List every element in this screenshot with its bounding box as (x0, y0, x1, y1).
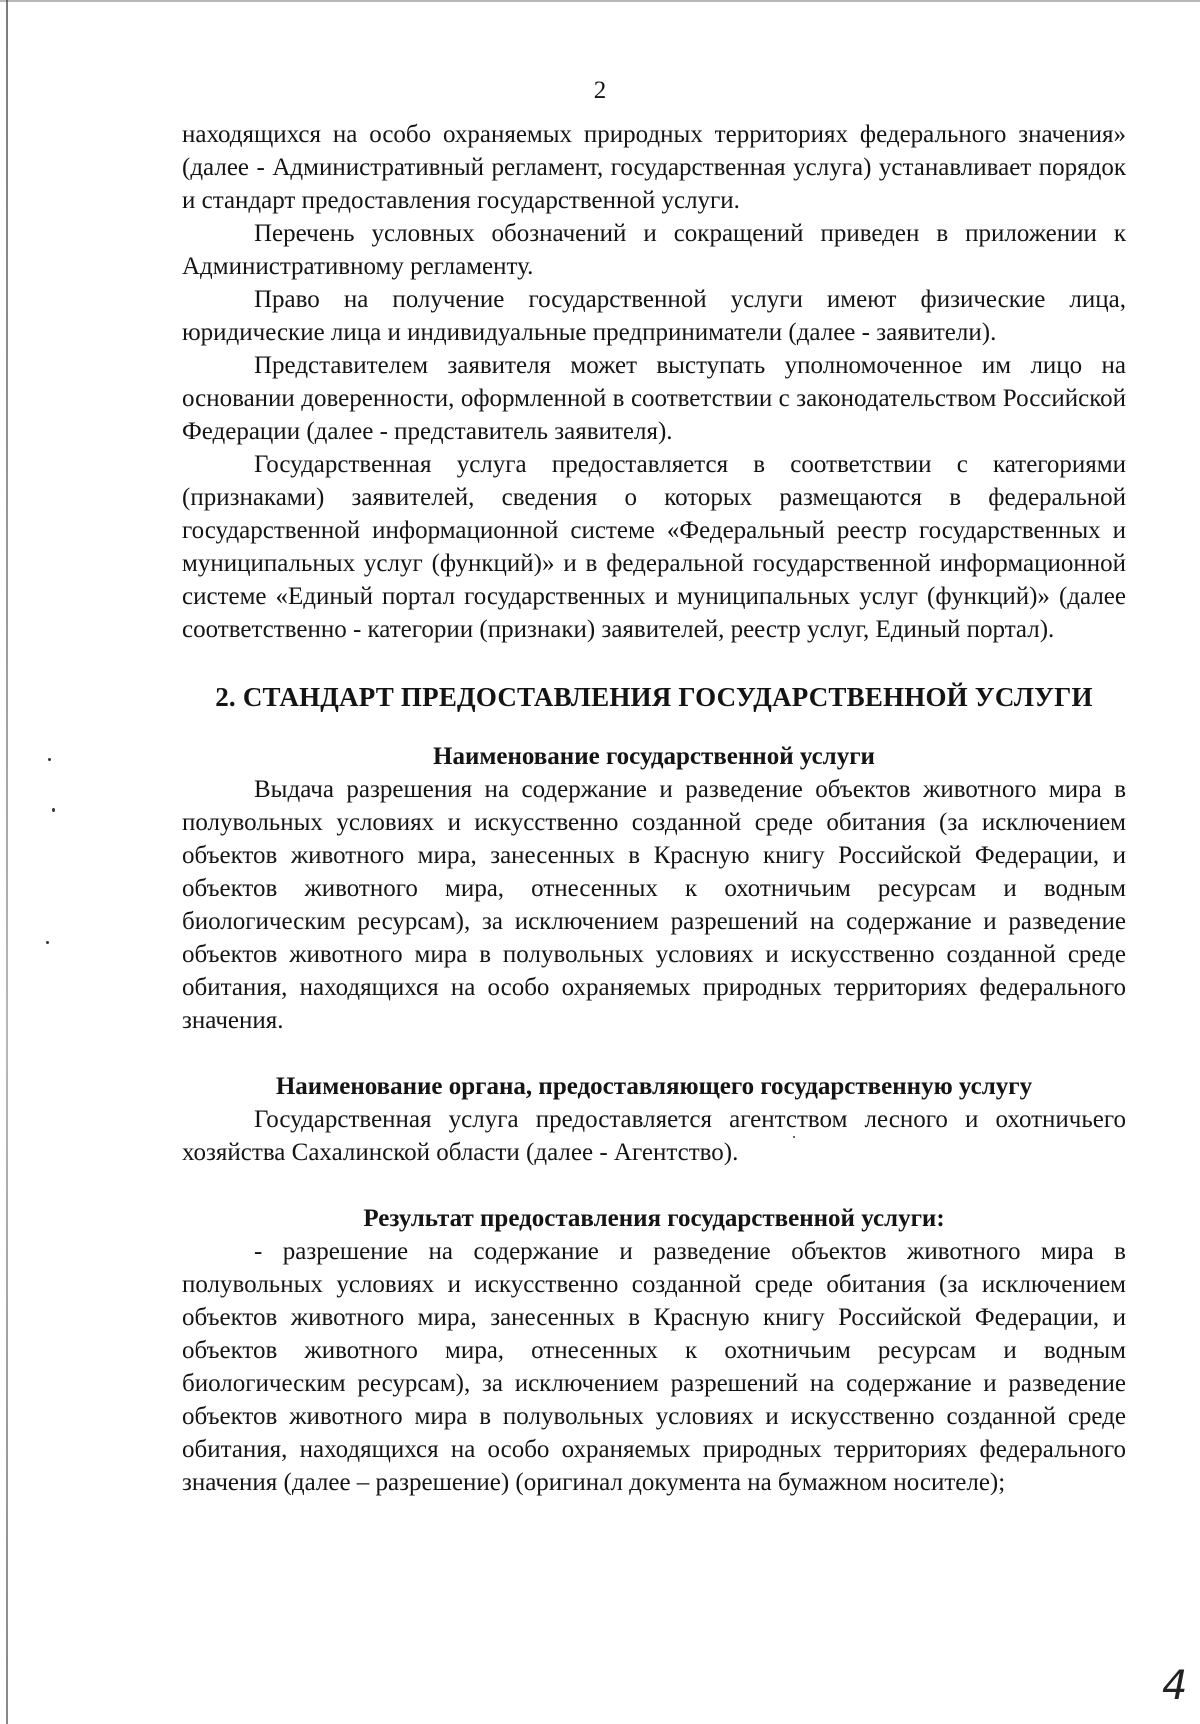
scan-speck (46, 941, 49, 944)
scan-left-edge (6, 0, 8, 1724)
intro-paragraph: Представителем заявителя может выступать уполномоченное им лицо на основании доверенности, оформленной в соответствии с законодательством Российской Федерации (далее - представитель заявителя). (182, 352, 1126, 445)
intro-paragraph: Право на получение государственной услуги имеют физические лица, юридические лица и индивидуальные предприниматели (далее - заявители). (182, 286, 1126, 346)
scan-speck (52, 808, 55, 812)
handwritten-page-mark: 4 (1162, 1663, 1188, 1709)
subsection-text-authority: Государственная услуга предоставляется агентством лесного и охотничьего хозяйства Сахалинской области (далее - Агентство). (182, 1106, 1126, 1166)
subsection-heading-authority: Наименование органа, предоставляющего государственную услугу (275, 1073, 1033, 1100)
intro-paragraph: находящихся на особо охраняемых природных территориях федерального значения» (далее - Административный регламент, государственная услуга) устанавливает порядок и стандарт предоставления государственной услуги. (182, 121, 1126, 214)
subsection-text-service-name: Выдача разрешения на содержание и разведение объектов животного мира в полувольных условиях и искусственно созданной среде обитания (за исключением объектов животного мира, занесенных в Красную книгу Российской Федерации, и объектов животного мира, отнесенных к охотничьим ресурсам и водным биологическим ресурсам), за исключением разрешений на содержание и разведение объектов животного мира в полувольных условиях и искусственно созданной среде обитания, находящихся на особо охраняемых природных территориях федерального значения. (182, 776, 1126, 1034)
intro-paragraph: Перечень условных обозначений и сокращений приведен в приложении к Административному регламенту. (182, 220, 1126, 280)
page-number: 2 (593, 77, 607, 104)
section-spacer (182, 1169, 1126, 1202)
intro-paragraph: Государственная услуга предоставляется в соответствии с категориями (признаками) заявителей, сведения о которых размещаются в федеральной государственной информационной системе «Федеральный реестр государственных и муниципальных услуг (функций)» и в федеральной государственной информационной системе «Единый портал государственных и муниципальных услуг (функций)» (далее соответственно - категории (признаки) заявителей, реестр услуг, Единый портал). (182, 451, 1126, 643)
subsection-text-result: - разрешение на содержание и разведение объектов животного мира в полувольных условиях и искусственно созданной среде обитания (за исключением объектов животного мира, занесенных в Красную книгу Российской Федерации, и объектов животного мира, отнесенных к охотничьим ресурсам и водным биологическим ресурсам), за исключением разрешений на содержание и разведение объектов животного мира в полувольных условиях и искусственно созданной среде обитания, находящихся на особо охраняемых природных территориях федерального значения (далее – разрешение) (оригинал документа на бумажном носителе); (182, 1238, 1126, 1496)
subsection-heading-service-name: Наименование государственной услуги (433, 743, 875, 770)
scan-top-edge (0, 0, 1200, 2)
section-spacer (182, 1037, 1126, 1070)
section-title: 2. СТАНДАРТ ПРЕДОСТАВЛЕНИЯ ГОСУДАРСТВЕННОЙ УСЛУГИ (215, 682, 1093, 712)
scan-speck (48, 758, 51, 761)
document-body (182, 118, 1126, 1499)
subsection-heading-result: Результат предоставления государственной услуги: (363, 1205, 945, 1232)
